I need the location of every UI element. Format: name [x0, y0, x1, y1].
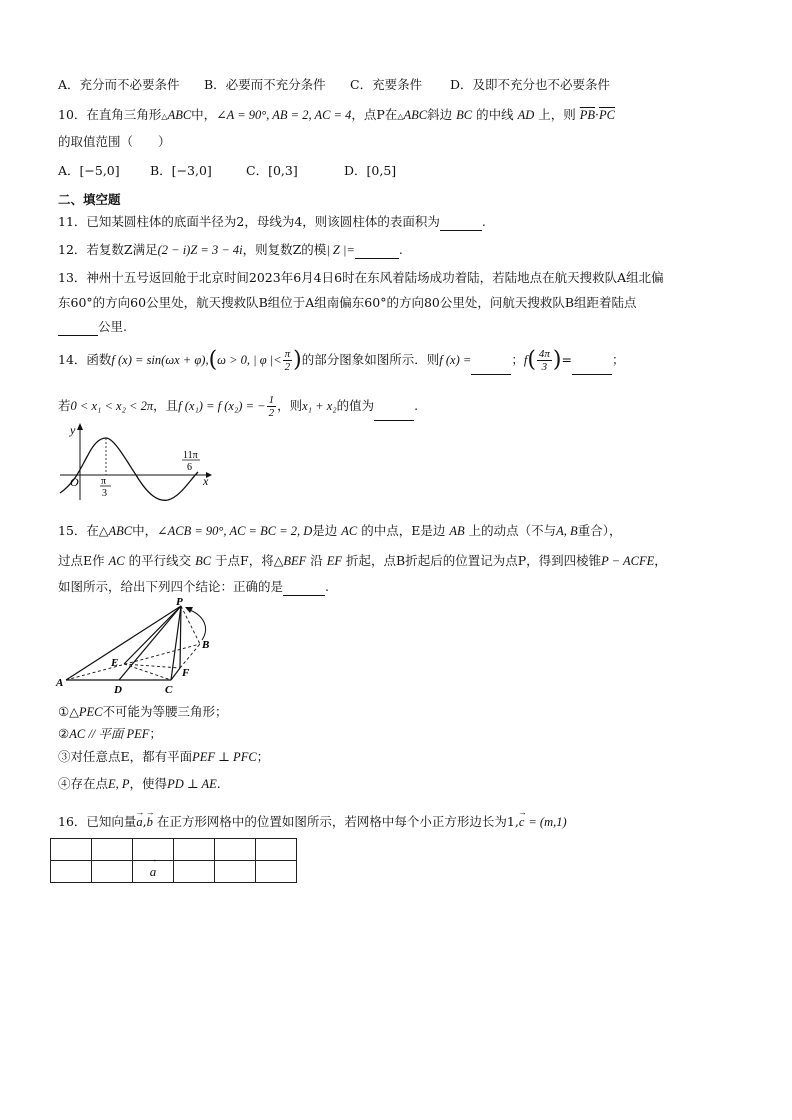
grid-cell: [174, 839, 215, 861]
q15-ef: EF: [326, 554, 343, 568]
q10-text: 上，则: [538, 107, 576, 122]
q15-math: AC // 平面 PEF: [69, 727, 150, 741]
q12-equation: (2 − i)Z = 3 − 4i: [157, 243, 243, 257]
q12-modulus: | Z |=: [326, 243, 355, 257]
q16-square-grid: [50, 838, 297, 883]
q15-line1: [58, 523, 621, 539]
q14-text: 的值为: [336, 398, 375, 413]
q14-fx: f (x) =: [439, 353, 472, 367]
sine-curve: [60, 438, 198, 500]
q10-vector-pb: $\overline{PB}$: [579, 108, 596, 122]
q15-pyramid-figure: [54, 596, 224, 698]
label-b: B: [202, 639, 210, 651]
q14-frac-den: 2: [268, 407, 275, 419]
q10-option-c: C．[0,3]: [246, 163, 298, 178]
q15-text: ，: [654, 553, 667, 568]
q10-text: ，点P在: [351, 107, 398, 122]
q15-math: PD ⊥ AE: [167, 777, 217, 791]
q12-line: [58, 242, 403, 259]
q10-text: 中，: [191, 107, 217, 122]
q14-frac-num: 4π: [538, 348, 550, 360]
q15-text: 如图所示，给出下列四个结论：正确的是: [58, 579, 284, 594]
q10-condition: ∠A = 90°, AB = 2, AC = 4: [216, 108, 352, 122]
q11-text: 11．已知某圆柱体的底面半径为2，母线为4，则该圆柱体的表面积为: [58, 214, 440, 229]
edge-pe: [124, 606, 181, 664]
q12-end: .: [398, 242, 403, 257]
label-c: C: [165, 684, 173, 696]
q15-text: 是边: [312, 523, 338, 538]
grid-cell: [174, 861, 215, 883]
q15-line3: [58, 579, 329, 596]
q14-line2: [58, 392, 418, 422]
tick-pi: π: [101, 476, 107, 487]
q15-bef: △BEF: [273, 554, 307, 568]
q13-degree: 60°: [70, 295, 93, 310]
q10-text: 的中线: [476, 107, 514, 122]
q14-answer-blank-2[interactable]: [572, 346, 612, 375]
q15-text: 折起，点B折起后的位置记为点P，得到四棱锥: [346, 553, 602, 568]
q16-vector-c: → c: [519, 814, 525, 830]
q15-conclusion-2: [58, 726, 162, 742]
q10-option-b: B．[−3,0]: [150, 163, 212, 178]
q14-eq: =: [561, 352, 572, 367]
q15-answer-blank[interactable]: [283, 579, 325, 596]
grid-cell: [215, 839, 256, 861]
q13-answer-blank[interactable]: [58, 319, 98, 336]
q16-text: 16．已知向量: [58, 814, 137, 829]
q14-text: 14．函数: [58, 352, 112, 367]
q15-math: E, P: [108, 777, 130, 791]
q14-function: f (x) = sin(ωx + φ),: [111, 353, 209, 367]
q15-text: .: [216, 776, 221, 791]
q15-ac: AC: [108, 554, 125, 568]
vector-a-label: → a: [150, 864, 157, 880]
q10-option-d: D．[0,5]: [344, 163, 397, 178]
section-heading: 二、填空题: [58, 192, 121, 207]
q15-conclusion-1: [58, 704, 227, 720]
q15-text: 于点F，将: [215, 553, 274, 568]
q14-feq: f (x₁) = f (x₂) = −: [178, 399, 266, 413]
q14-text: ，则: [277, 398, 303, 413]
label-p: P: [176, 596, 183, 608]
q15-text: 上的动点（不与: [468, 523, 557, 538]
q13-line2: [58, 295, 637, 311]
q10-dot: ·: [595, 107, 599, 122]
grid-cell: [92, 839, 133, 861]
q10-stem-line2: 的取值范围（ ）: [58, 134, 171, 149]
grid-cell: [92, 861, 133, 883]
grid-cell: [256, 839, 297, 861]
y-axis-arrow-icon: [77, 423, 83, 430]
q15-text: ；: [256, 749, 270, 764]
q14-sine-graph: [56, 420, 216, 502]
q15-math: PEF ⊥ PFC: [192, 750, 257, 764]
q14-condition: ω > 0, | φ |<: [217, 353, 282, 367]
label-a: A: [56, 677, 64, 689]
q15-text: ；: [149, 726, 162, 741]
q14-sep: ；: [511, 352, 524, 367]
q15-line2: [58, 553, 667, 569]
grid-cell-vector-a: [133, 861, 174, 883]
origin-label: O: [70, 475, 79, 489]
q15-text: 的平行线交: [128, 553, 192, 568]
tick-elevenpi: 11π: [183, 450, 198, 461]
edge-ec-dashed: [124, 664, 171, 680]
q15-condition: ∠ACB = 90°, AC = BC = 2, D: [157, 524, 313, 538]
q15-text: 不可能为等腰三角形；: [102, 704, 228, 719]
edge-pd: [119, 606, 181, 680]
y-axis-label: y: [70, 423, 76, 437]
label-d: D: [114, 684, 122, 696]
q9-option-b: B．必要而不充分条件: [204, 77, 326, 92]
q15-bc: BC: [195, 554, 212, 568]
q14-text: 的部分图象如图所示．则: [301, 352, 440, 367]
q16-line: [58, 814, 567, 830]
q15-pyramid: P − ACFE: [601, 554, 655, 568]
q10-ad: AD: [517, 108, 535, 122]
q15-text: 中，: [132, 523, 158, 538]
grid-cell: [51, 861, 92, 883]
q15-conclusion-3: [58, 749, 269, 765]
label-e: E: [111, 657, 119, 669]
q16-c-value: = (m,1): [528, 815, 567, 829]
q16-vector-b: → b: [147, 814, 153, 830]
edge-ef-dashed: [124, 664, 180, 668]
tick-three: 3: [102, 488, 107, 499]
q12-text: 12．若复数Z满足: [58, 242, 158, 257]
q10-triangle: ABC: [403, 108, 428, 122]
q10-vector-pc: $\overline{PC}$: [599, 108, 615, 122]
q10-stem-line1: 10．在直角三角形△ABC中，∠A = 90°, AB = 2, AC = 4，点P在△ABC斜边 BC 的中线 AD 上，则 $\overline{PB}\cdot\overline{PC}$: [58, 107, 615, 122]
q9-option-a: A．充分而不必要条件: [58, 77, 180, 92]
q10-text: 10．在直角三角形: [58, 107, 162, 122]
q16-vector-a: → a: [136, 814, 142, 830]
q11-answer-blank[interactable]: [440, 214, 482, 231]
q14-inequality: 0 < x₁ < x₂ < 2π: [70, 399, 154, 413]
q15-text: 的中点，E是边: [361, 523, 446, 538]
q9-option-c: C．充要条件: [350, 77, 423, 92]
q14-frac-den: 2: [284, 361, 291, 373]
grid-cell: [51, 839, 92, 861]
grid-row: [51, 839, 297, 861]
q10-bc: BC: [456, 108, 473, 122]
q15-text: ，使得: [129, 776, 168, 791]
q15-text: 沿: [310, 553, 323, 568]
q14-sum: x₁ + x₂: [302, 399, 337, 413]
q13-text: 东: [58, 295, 71, 310]
q13-line1: 13．神州十五号返回舱于北京时间2023年6月4日6时在东风着陆场成功着陆，若陆地点在航天搜救队A组北偏: [58, 270, 664, 285]
q13-text: 的方向80公里处，问航天搜救队B组距着陆点: [386, 295, 637, 310]
q15-triangle: △ABC: [98, 524, 133, 538]
fold-arrow-icon: [185, 607, 193, 613]
q14-text: 若: [58, 398, 71, 413]
q13-degree: 60°: [364, 295, 387, 310]
q14-f: f: [523, 353, 528, 367]
grid-cell: [256, 861, 297, 883]
edge-fb-dashed: [180, 644, 200, 668]
edge-pa: [66, 606, 181, 680]
q15-math: △PEC: [69, 705, 103, 719]
q14-frac-num: 1: [268, 394, 275, 406]
q14-line1: 14．函数f (x) = sin(ωx + φ),(ω > 0, | φ |< $\frac{\pi}{2}$ )的部分图象如图所示．则f (x) = ；f( $\frac{4\pi}{3}$ )= ；: [58, 347, 625, 373]
q12-answer-blank[interactable]: [355, 242, 399, 259]
x-axis-label: x: [203, 474, 209, 488]
q14-answer-blank-1[interactable]: [471, 346, 511, 375]
q16-comma: ,: [142, 814, 147, 829]
q9-options-line: [58, 77, 610, 93]
q15-text: ④存在点: [58, 776, 109, 791]
q14-end: .: [414, 398, 419, 413]
tick-six: 6: [187, 462, 192, 473]
q10-triangle: ABC: [167, 108, 192, 122]
q13-text: 公里.: [98, 319, 127, 334]
q15-text: ③对任意点E，都有平面: [58, 749, 193, 764]
q9-option-d: D．及即不充分也不必要条件: [450, 77, 611, 92]
q10-text: 斜边: [427, 107, 453, 122]
q15-text: 过点E作: [58, 553, 105, 568]
q14-end: ；: [612, 352, 625, 367]
grid-cell: [215, 861, 256, 883]
fold-arc: [190, 610, 206, 640]
q15-end: .: [325, 579, 329, 594]
q15-ab: AB: [449, 524, 465, 538]
q13-text: 的方向60公里处，航天搜救队B组位于A组南偏东: [92, 295, 365, 310]
q14-frac-num: π: [284, 348, 291, 360]
q15-conclusion-4: [58, 776, 221, 792]
q10-options-line: [58, 163, 396, 179]
q15-ab2: A, B: [556, 524, 578, 538]
q14-frac-den: 3: [541, 361, 548, 373]
q11-end: .: [481, 214, 486, 229]
q12-text: ，则复数Z的模: [242, 242, 327, 257]
q10-option-a: A．[−5,0]: [58, 163, 120, 178]
q15-text: ①: [58, 704, 70, 719]
label-f: F: [182, 667, 190, 679]
q13-line3: [58, 319, 127, 336]
q15-ac: AC: [341, 524, 358, 538]
grid-row: [51, 861, 297, 883]
q15-text: 重合），: [577, 523, 622, 538]
q15-text: ②: [58, 726, 70, 741]
q15-text: 15．在: [58, 523, 99, 538]
q11-line: [58, 214, 486, 231]
q16-text: 在正方形网格中的位置如图所示，若网格中每个小正方形边长为1,: [156, 814, 519, 829]
q14-answer-blank-3[interactable]: [374, 392, 414, 421]
q14-text: ，且: [153, 398, 179, 413]
